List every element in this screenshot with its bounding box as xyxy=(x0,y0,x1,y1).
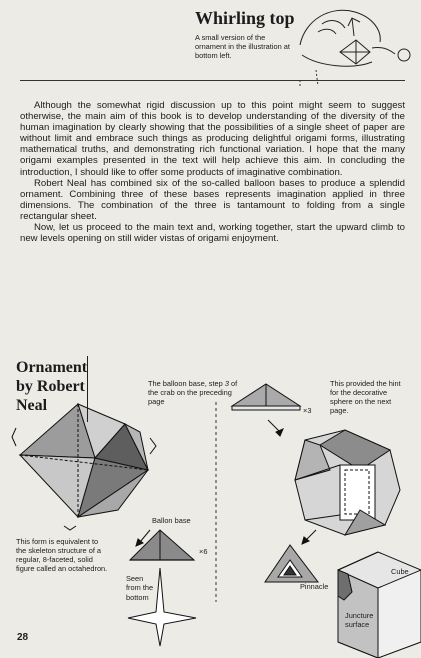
paragraph: Robert Neal has combined six of the so-called balloon bases to produce a splendid ornament. Combining three of these bases represents imagination applied in three dimensions. The combination of the three is tantamount to folding from a single rectangular sheet. xyxy=(20,177,405,222)
page-title: Whirling top xyxy=(195,8,295,28)
process-arrows xyxy=(136,420,316,546)
seen-from-bottom-label: Seen from the bottom xyxy=(126,574,154,602)
figure-title-line: Neal xyxy=(16,397,48,414)
page-number: 28 xyxy=(17,632,29,643)
figure-title xyxy=(16,358,87,415)
step-number: 3 xyxy=(224,379,229,388)
figure-title-line: Ornament xyxy=(16,359,88,376)
caption-text: The balloon base, step xyxy=(148,379,225,388)
cube-label: Cube xyxy=(391,567,409,576)
caption-text: of the crab on the preceding page xyxy=(148,379,238,406)
leader-line xyxy=(300,70,318,87)
pinnacle-figure xyxy=(265,545,318,582)
octahedron-ornament-figure xyxy=(12,404,156,530)
body-text xyxy=(20,100,405,244)
balloon-base-caption xyxy=(148,379,244,406)
decorative-sphere-figure xyxy=(295,430,400,535)
whirling-top-sketch-icon xyxy=(300,10,410,66)
multiplier-x6: ×6 xyxy=(199,547,208,556)
paragraph: Although the somewhat rigid discussion up to this point might seem to suggest otherwise, the main aim of this book is to develop understanding of the diversity of the human imagination by clearly showing that the possibilities of a single sheet of paper are without limit and embrace such things as producing delightful origami forms, illustrating mathematical truths, and demonstrating rich functional variation. I hope that the many origami examples presented in the text will help achieve this aim. In concluding the introduction, I should like to offer some products of imaginative combination. xyxy=(20,100,405,178)
title-bar xyxy=(87,356,88,422)
multiplier-x3: ×3 xyxy=(303,406,312,415)
octahedron-caption: This form is equivalent to the skeleton structure of a regular, 8-faceted, solid figure called an octahedron. xyxy=(16,537,108,573)
title-caption: A small version of the ornament in the illustration at bottom left. xyxy=(195,33,290,61)
pinnacle-label: Pinnacle xyxy=(300,582,329,591)
hint-caption: This provided the hint for the decorative sphere on the next page. xyxy=(330,379,401,415)
juncture-surface-label: Juncture surface xyxy=(345,611,374,629)
horizontal-rule xyxy=(20,80,405,81)
figure-title-line: by Robert xyxy=(16,378,85,395)
paragraph: Now, let us proceed to the main text and, working together, start the upward climb to new levels opening on still wider vistas of origami enjoyment. xyxy=(20,222,405,245)
ballon-base-label: Ballon base xyxy=(152,516,191,525)
